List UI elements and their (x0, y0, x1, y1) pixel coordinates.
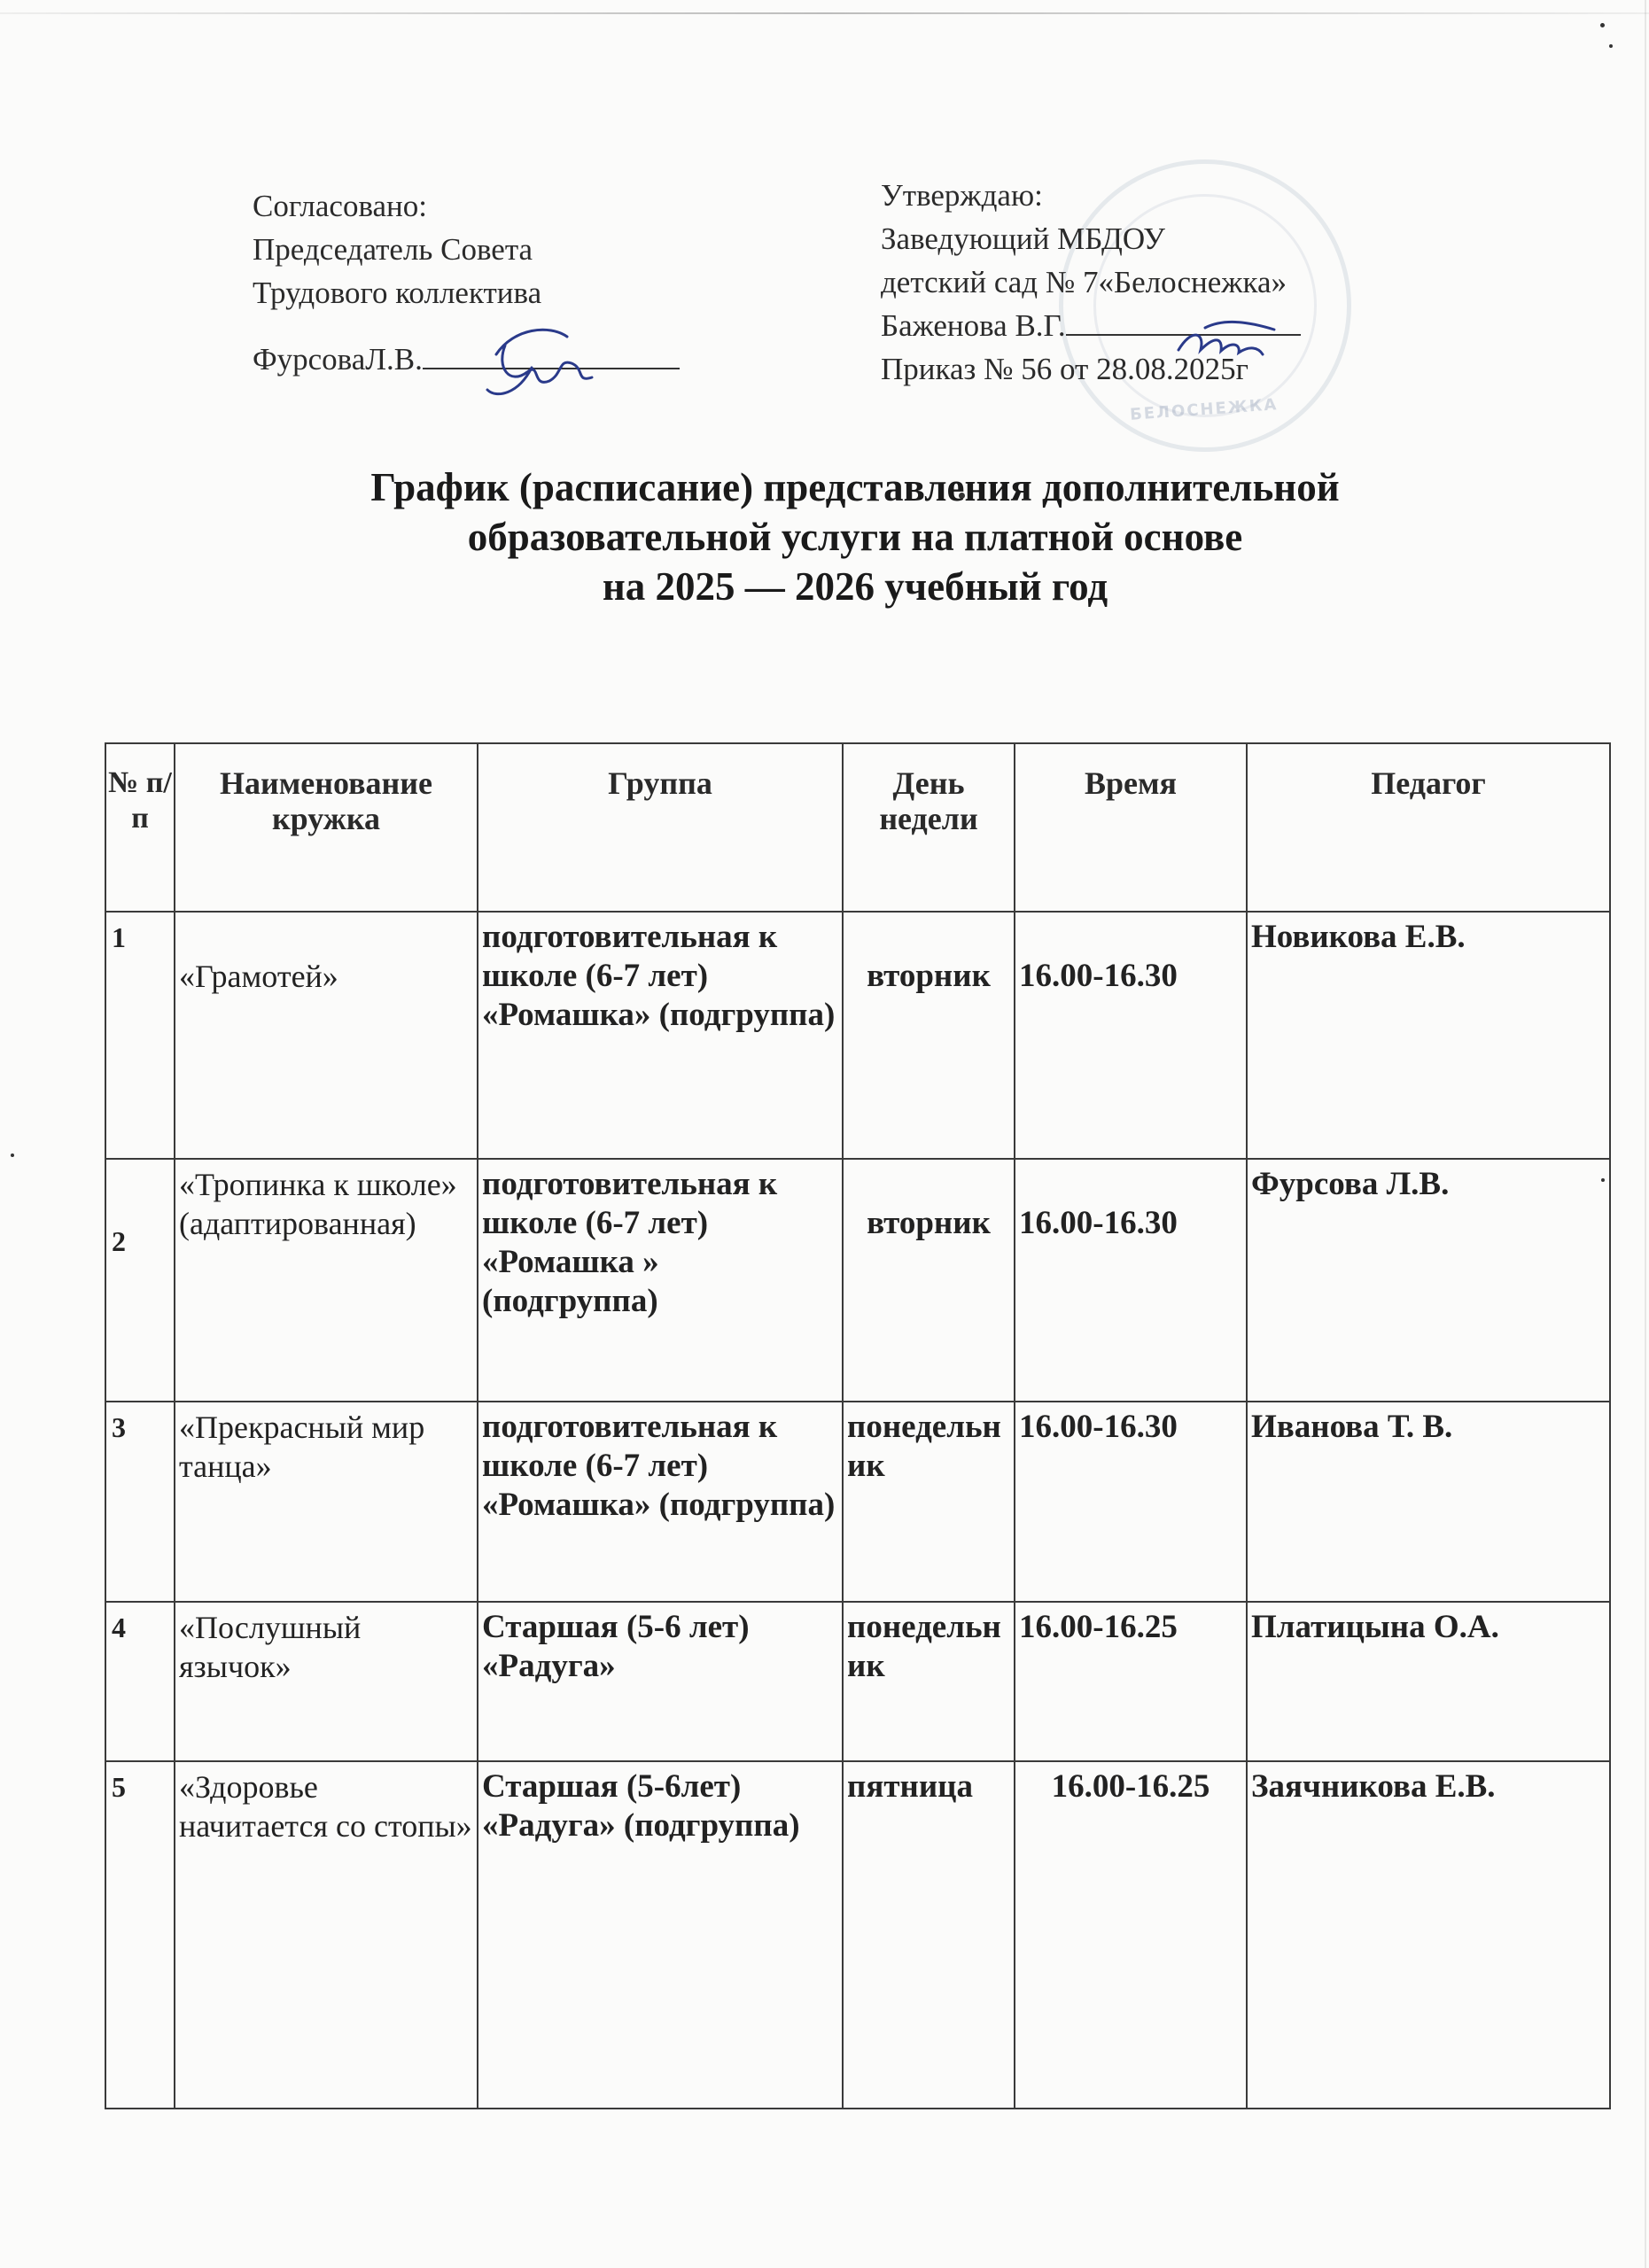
approval-right-heading: Утверждаю: (881, 178, 1043, 213)
title-line-2: образовательной услуги на платной основе (467, 515, 1243, 559)
cell-time: 16.00-16.25 (1015, 1761, 1247, 2109)
cell-time: 16.00-16.25 (1015, 1602, 1247, 1761)
header-time: Время (1015, 743, 1247, 912)
table-row (105, 1761, 1610, 2109)
approval-left-line2: Трудового коллектива (253, 276, 542, 310)
cell-num: 5 (105, 1761, 175, 2109)
approval-left-heading: Согласовано: (253, 189, 428, 223)
cell-time: 16.00-16.30 (1015, 912, 1247, 1159)
scan-speck (1600, 23, 1605, 27)
cell-day: вторник (843, 912, 1015, 1159)
cell-day: понедельник (843, 1402, 1015, 1602)
cell-num: 2 (105, 1159, 175, 1402)
scan-speck (1609, 44, 1613, 48)
cell-num: 4 (105, 1602, 175, 1761)
cell-day: понедельник (843, 1602, 1015, 1761)
approval-right-order: Приказ № 56 от 28.08.2025г (881, 352, 1248, 386)
table-row (105, 1602, 1610, 1761)
cell-teacher: Заячникова Е.В. (1247, 1761, 1610, 2109)
header-day: День недели (843, 743, 1015, 912)
scan-edge (0, 12, 1649, 14)
cell-time: 16.00-16.30 (1015, 1159, 1247, 1402)
cell-name: «Здоровье начитается со стопы» (175, 1761, 478, 2109)
approval-right-line2: детский сад № 7«Белоснежка» (881, 265, 1287, 299)
cell-name: «Послушный язычок» (175, 1602, 478, 1761)
approval-left-block (253, 184, 680, 381)
cell-num: 1 (105, 912, 175, 1159)
signature-left (478, 319, 611, 408)
approval-left-signer: ФурсоваЛ.В. (253, 342, 423, 377)
cell-group: подготовительная к школе (6-7 лет) «Ромашка» (подгруппа) (478, 1402, 843, 1602)
table-header-row (105, 743, 1610, 912)
signature-right (1170, 310, 1285, 372)
title-line-1: График (расписание) представления дополнительной (370, 465, 1340, 509)
approval-left-signer-line (253, 338, 680, 381)
cell-group: подготовительная к школе (6-7 лет) «Ромашка » (подгруппа) (478, 1159, 843, 1402)
header-name: Наименование кружка (175, 743, 478, 912)
table-row (105, 1402, 1610, 1602)
cell-num: 3 (105, 1402, 175, 1602)
cell-group: подготовительная к школе (6-7 лет) «Ромашка» (подгруппа) (478, 912, 843, 1159)
approval-left-line1: Председатель Совета (253, 232, 533, 267)
document-title (0, 462, 1649, 611)
cell-name: «Тропинка к школе» (адаптированная) (175, 1159, 478, 1402)
cell-teacher: Фурсова Л.В. (1247, 1159, 1610, 1402)
cell-time: 16.00-16.30 (1015, 1402, 1247, 1602)
cell-group: Старшая (5-6лет) «Радуга» (подгруппа) (478, 1761, 843, 2109)
header-num: № п/п (105, 743, 175, 912)
title-line-3: на 2025 — 2026 учебный год (602, 564, 1108, 609)
cell-group: Старшая (5-6 лет) «Радуга» (478, 1602, 843, 1761)
approval-right-signer: Баженова В.Г. (881, 308, 1066, 343)
cell-teacher: Платицына О.А. (1247, 1602, 1610, 1761)
table-row (105, 912, 1610, 1159)
header-group: Группа (478, 743, 843, 912)
approval-right-line1: Заведующий МБДОУ (881, 221, 1165, 256)
stamp-text: БЕЛОСНЕЖКА (1129, 395, 1280, 424)
cell-name: «Грамотей» (175, 912, 478, 1159)
header-teacher: Педагог (1247, 743, 1610, 912)
cell-day: вторник (843, 1159, 1015, 1402)
cell-teacher: Иванова Т. В. (1247, 1402, 1610, 1602)
scan-edge (1645, 0, 1646, 2268)
schedule-table (105, 742, 1611, 2109)
cell-day: пятница (843, 1761, 1015, 2109)
table-row (105, 1159, 1610, 1402)
cell-teacher: Новикова Е.В. (1247, 912, 1610, 1159)
scan-speck (11, 1153, 14, 1157)
cell-name: «Прекрасный мир танца» (175, 1402, 478, 1602)
